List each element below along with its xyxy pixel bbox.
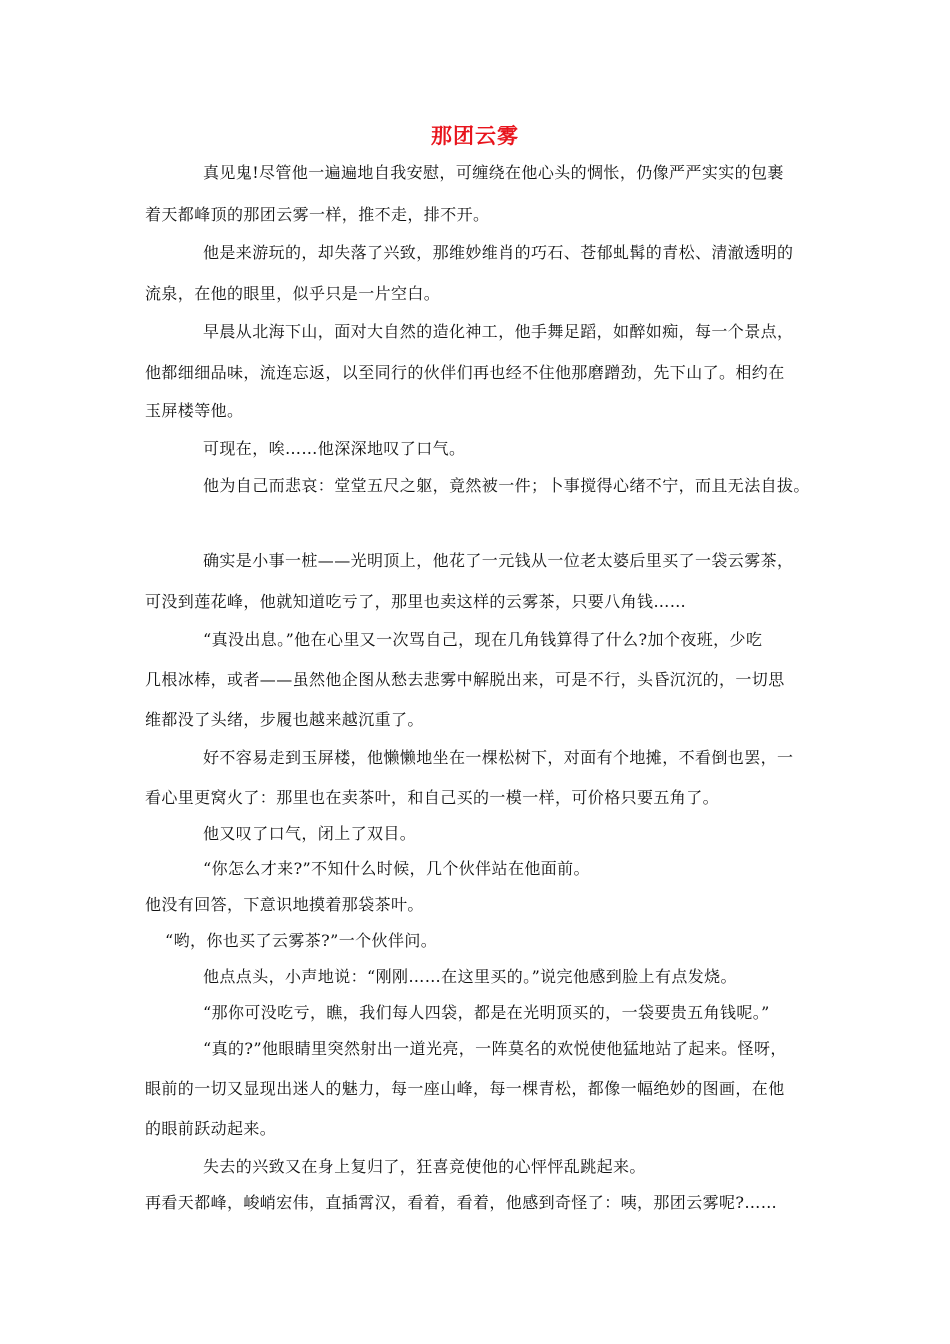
- paragraph-line: 维都没了头绪，步履也越来越沉重了。: [145, 710, 424, 729]
- paragraph-line: 失去的兴致又在身上复归了，狂喜竞使他的心怦怦乱跳起来。: [203, 1157, 646, 1176]
- paragraph-line: “你怎么才来?”不知什么时候，几个伙伴站在他面前。: [203, 859, 590, 878]
- paragraph-line: “哟，你也买了云雾茶?”一个伙伴问。: [165, 931, 438, 950]
- paragraph-line: 他为自己而悲哀：堂堂五尺之躯，竟然被一件；卜事搅得心绪不宁，而且无法自拔。: [203, 476, 810, 495]
- paragraph-line: “真的?”他眼睛里突然射出一道光亮，一阵莫名的欢悦使他猛地站了起来。怪呀，: [203, 1039, 787, 1058]
- paragraph-line: 他没有回答，下意识地摸着那袋茶叶。: [145, 895, 424, 914]
- paragraph-line: 的眼前跃动起来。: [145, 1119, 277, 1138]
- document-title: 那团云雾: [431, 124, 519, 148]
- paragraph-line: 几根冰棒，或者——虽然他企图从愁去悲雾中解脱出来，可是不行，头昏沉沉的，一切思: [145, 670, 785, 689]
- paragraph-line: 真见鬼!尽管他一遍遍地自我安慰，可缠绕在他心头的惆怅，仍像严严实实的包裹: [203, 163, 784, 182]
- paragraph-line: “真没出息。”他在心里又一次骂自己，现在几角钱算得了什么?加个夜班，少吃: [203, 630, 763, 649]
- paragraph-line: “那你可没吃亏，瞧，我们每人四袋，都是在光明顶买的，一袋要贵五角钱呢。”: [203, 1003, 770, 1022]
- paragraph-line: 他又叹了口气，闭上了双目。: [203, 824, 417, 843]
- paragraph-line: 可现在，唉……他深深地叹了口气。: [203, 439, 466, 458]
- paragraph-line: 着天都峰顶的那团云雾一样，推不走，排不开。: [145, 205, 490, 224]
- paragraph-line: 再看天都峰，峻峭宏伟，直插霄汉，看着，看着，他感到奇怪了：咦，那团云雾呢?……: [145, 1193, 778, 1212]
- paragraph-line: 确实是小事一桩——光明顶上，他花了一元钱从一位老太婆后里买了一袋云雾茶，: [203, 551, 794, 570]
- paragraph-line: 可没到莲花峰，他就知道吃亏了，那里也卖这样的云雾茶，只要八角钱……: [145, 592, 687, 611]
- paragraph-line: 玉屏楼等他。: [145, 401, 244, 420]
- paragraph-line: 他是来游玩的，却失落了兴致，那维妙维肖的巧石、苍郁虬髯的青松、清澈透明的: [203, 243, 794, 262]
- paragraph-line: 他都细细品味，流连忘返，以至同行的伙伴们再也经不住他那磨蹭劲，先下山了。相约在: [145, 363, 785, 382]
- paragraph-line: 早晨从北海下山，面对大自然的造化神工，他手舞足蹈，如醉如痴，每一个景点，: [203, 322, 794, 341]
- paragraph-line: 流泉，在他的眼里，似乎只是一片空白。: [145, 284, 441, 303]
- paragraph-line: 他点点头，小声地说：“刚刚……在这里买的。”说完他感到脸上有点发烧。: [203, 967, 737, 986]
- paragraph-line: 看心里更窝火了：那里也在卖茶叶，和自己买的一模一样，可价格只要五角了。: [145, 788, 720, 807]
- paragraph-line: 眼前的一切又显现出迷人的魅力，每一座山峰，每一棵青松，都像一幅绝妙的图画，在他: [145, 1079, 785, 1098]
- paragraph-line: 好不容易走到玉屏楼，他懒懒地坐在一棵松树下，对面有个地摊，不看倒也罢，一: [203, 748, 794, 767]
